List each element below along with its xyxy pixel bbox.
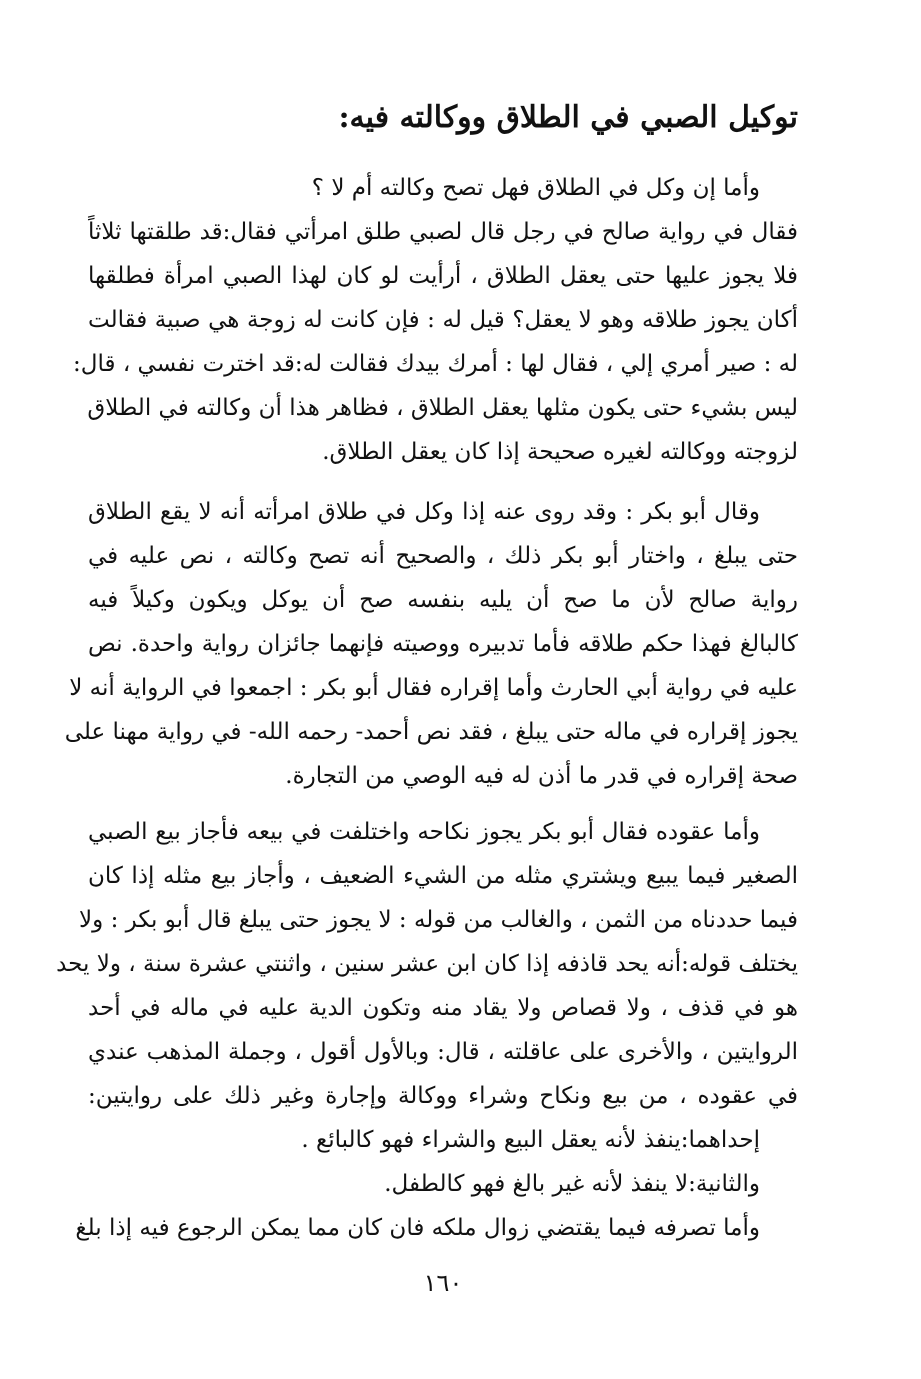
text-line: وأما تصرفه فيما يقتضي زوال ملكه فان كان مما يمكن الرجوع فيه إذا بلغ	[75, 1215, 760, 1241]
section-heading: توكيل الصبي في الطلاق ووكالته فيه:	[338, 100, 798, 135]
text-line: والثانية:لا ينفذ لأنه غير بالغ فهو كالطفل.	[384, 1171, 760, 1197]
text-line: فلا يجوز عليها حتى يعقل الطلاق ، أرأيت لو كان لهذا الصبي امرأة فطلقها	[88, 263, 798, 289]
text-line: فيما حددناه من الثمن ، والغالب من قوله : لا يجوز حتى يبلغ قال أبو بكر : ولا	[79, 907, 798, 933]
text-line: وقال أبو بكر : وقد روى عنه إذا وكل في طلاق امرأته أنه لا يقع الطلاق	[88, 499, 760, 525]
text-line: وأما إن وكل في الطلاق فهل تصح وكالته أم لا ؟	[311, 175, 760, 201]
paragraph-1	[73, 166, 798, 474]
text-line: أكان يجوز طلاقه وهو لا يعقل؟ قيل له : فإن كانت له زوجة هي صبية فقالت	[88, 307, 798, 333]
page-number: ١٦٠	[423, 1269, 463, 1297]
text-line: صحة إقراره في قدر ما أذن له فيه الوصي من التجارة.	[285, 763, 798, 789]
text-line: حتى يبلغ ، واختار أبو بكر ذلك ، والصحيح أنه تصح وكالته ، نص عليه في	[88, 543, 798, 569]
paragraph-3	[56, 810, 798, 1250]
text-line: الروايتين ، والأخرى على عاقلته ، قال: وبالأول أقول ، وجملة المذهب عندي	[88, 1039, 798, 1065]
text-line: له : صير أمري إلي ، فقال لها : أمرك بيدك فقالت له:قد اخترت نفسي ، قال:	[73, 351, 798, 377]
paragraph-2	[64, 490, 798, 798]
text-line: عليه في رواية أبي الحارث وأما إقراره فقال أبو بكر : اجمعوا في الرواية أنه لا	[69, 675, 798, 701]
text-line: الصغير فيما يبيع ويشتري مثله من الشيء الضعيف ، وأجاز بيع مثله إذا كان	[88, 863, 798, 889]
text-line: هو في قذف ، ولا قصاص ولا يقاد منه وتكون الدية عليه في ماله في أحد	[88, 995, 798, 1021]
text-line: فقال في رواية صالح في رجل قال لصبي طلق امرأتي فقال:قد طلقتها ثلاثاً	[88, 219, 798, 245]
text-line: وأما عقوده فقال أبو بكر يجوز نكاحه واختلفت في بيعه فأجاز بيع الصبي	[88, 819, 760, 845]
text-line: لزوجته ووكالته لغيره صحيحة إذا كان يعقل الطلاق.	[322, 439, 798, 465]
document-page	[56, 0, 798, 1379]
text-line: إحداهما:ينفذ لأنه يعقل البيع والشراء فهو كالبائع .	[301, 1127, 760, 1153]
text-line: يجوز إقراره في ماله حتى يبلغ ، فقد نص أحمد- رحمه الله- في رواية مهنا على	[64, 719, 798, 745]
text-line: ليس بشيء حتى يكون مثلها يعقل الطلاق ، فظاهر هذا أن وكالته في الطلاق	[87, 395, 798, 421]
text-line: كالبالغ فهذا حكم طلاقه فأما تدبيره ووصيته فإنهما جائزان رواية واحدة. نص	[88, 631, 798, 657]
text-line: في عقوده ، من بيع ونكاح وشراء ووكالة وإجارة وغير ذلك على روايتين:	[88, 1083, 798, 1109]
text-line: يختلف قوله:أنه يحد قاذفه إذا كان ابن عشر سنين ، واثنتي عشرة سنة ، ولا يحد	[56, 951, 798, 977]
text-line: رواية صالح لأن ما صح أن يليه بنفسه صح أن يوكل ويكون وكيلاً فيه	[88, 587, 798, 613]
